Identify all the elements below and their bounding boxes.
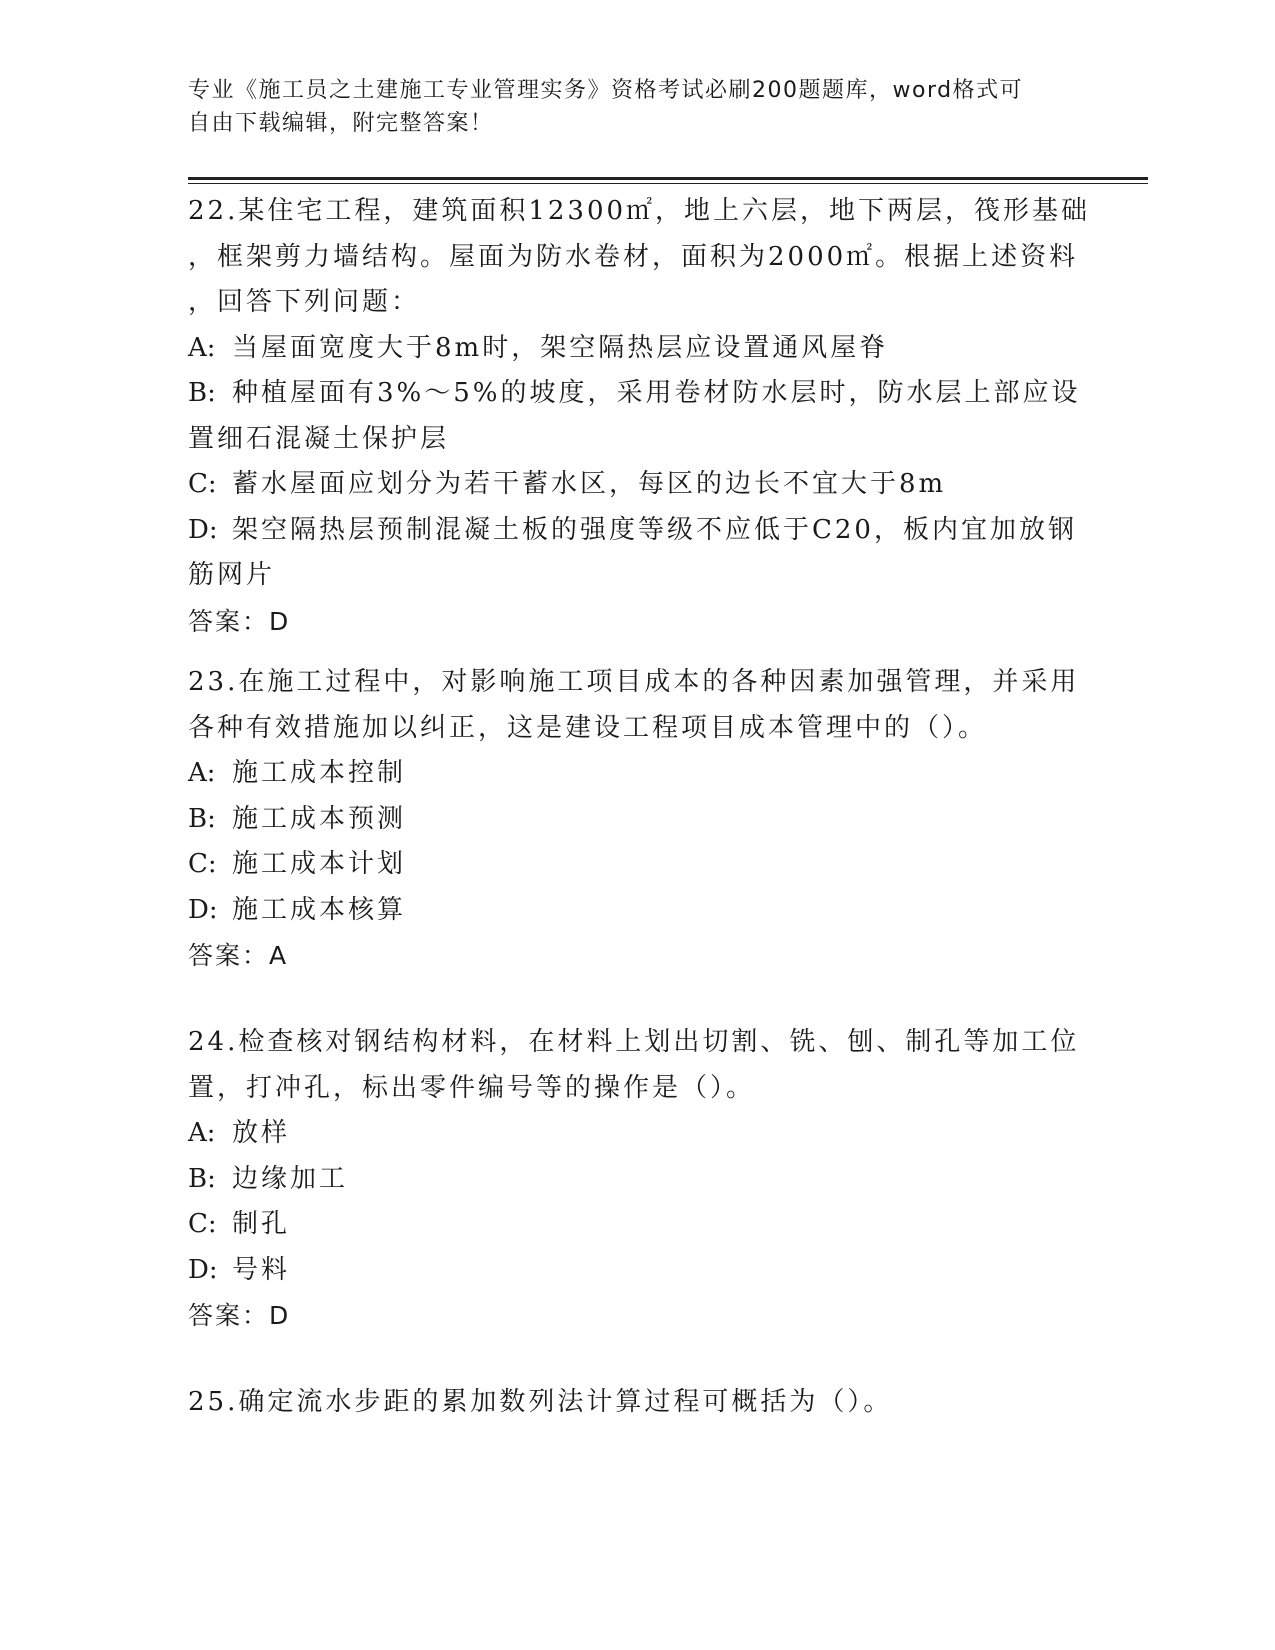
header-line-2: 自由下载编辑，附完整答案！ <box>188 111 494 136</box>
option-label: D: <box>188 514 218 545</box>
option-b <box>188 371 1088 417</box>
option-label: C: <box>188 849 217 879</box>
answer: 答案：A <box>188 941 289 970</box>
option-text: 施工成本预测 <box>232 803 407 834</box>
question-stem-line: 24.检查核对钢结构材料，在材料上划出切割、铣、刨、制孔等加工位 <box>188 1027 1080 1057</box>
option-text: 种植屋面有3%～5%的坡度，采用卷材防水层时，防水层上部应设 <box>232 378 1081 408</box>
option-d <box>188 888 1088 934</box>
option-text: 施工成本计划 <box>232 849 407 879</box>
option-text: 施工成本核算 <box>232 894 407 925</box>
option-b <box>188 797 1088 843</box>
option-d <box>188 508 1088 554</box>
option-c <box>188 842 1088 888</box>
question-25 <box>188 1380 1088 1426</box>
question-stem-line: 25.确定流水步距的累加数列法计算过程可概括为（）。 <box>188 1387 893 1417</box>
option-text: 号料 <box>232 1254 291 1285</box>
option-label: A: <box>188 758 216 788</box>
option-d <box>188 1248 1088 1294</box>
option-b <box>188 1157 1088 1203</box>
option-text: 架空隔热层预制混凝土板的强度等级不应低于C20，板内宜加放钢 <box>232 514 1077 545</box>
option-label: D: <box>188 894 218 925</box>
option-text: 施工成本控制 <box>232 758 407 788</box>
option-c <box>188 462 1088 508</box>
option-text: 当屋面宽度大于8m时，架空隔热层应设置通风屋脊 <box>232 332 889 363</box>
option-label: A: <box>188 1118 216 1148</box>
header-divider-thin <box>188 183 1148 184</box>
question-22 <box>188 189 1091 644</box>
header-divider-thick <box>188 177 1148 180</box>
option-text: 边缘加工 <box>232 1163 349 1194</box>
option-label: B: <box>188 1163 216 1194</box>
option-label: C: <box>188 1209 217 1239</box>
question-stem-line: 各种有效措施加以纠正，这是建设工程项目成本管理中的（）。 <box>188 712 988 743</box>
option-label: B: <box>188 803 216 834</box>
option-text: 放样 <box>232 1118 291 1148</box>
option-a <box>188 751 1088 797</box>
question-24 <box>188 1020 1088 1339</box>
option-d-continued: 筋网片 <box>188 560 276 590</box>
option-text: 蓄水屋面应划分为若干蓄水区，每区的边长不宜大于8m <box>232 469 947 499</box>
document-header <box>188 74 1088 140</box>
option-b-continued: 置细石混凝土保护层 <box>188 423 450 454</box>
answer: 答案：D <box>188 1301 291 1330</box>
question-stem-line: ，回答下列问题： <box>188 287 421 317</box>
option-label: D: <box>188 1254 218 1285</box>
option-label: B: <box>188 378 216 408</box>
question-23 <box>188 660 1088 979</box>
question-stem-line: ，框架剪力墙结构。屋面为防水卷材，面积为2000㎡。根据上述资料 <box>188 241 1079 272</box>
answer: 答案：D <box>188 606 291 636</box>
option-text: 制孔 <box>232 1209 291 1239</box>
option-label: A: <box>188 332 216 363</box>
option-a <box>188 1111 1088 1157</box>
option-c <box>188 1202 1088 1248</box>
question-stem-line: 置，打冲孔，标出零件编号等的操作是（）。 <box>188 1072 756 1103</box>
question-stem-line: 22.某住宅工程，建筑面积12300㎡，地上六层，地下两层，筏形基础 <box>188 196 1091 226</box>
question-stem-line: 23.在施工过程中，对影响施工项目成本的各种因素加强管理，并采用 <box>188 667 1080 697</box>
option-label: C: <box>188 469 217 499</box>
header-line-1: 专业《施工员之土建施工专业管理实务》资格考试必刷200题题库，word格式可 <box>188 78 1024 103</box>
option-a <box>188 326 1088 372</box>
